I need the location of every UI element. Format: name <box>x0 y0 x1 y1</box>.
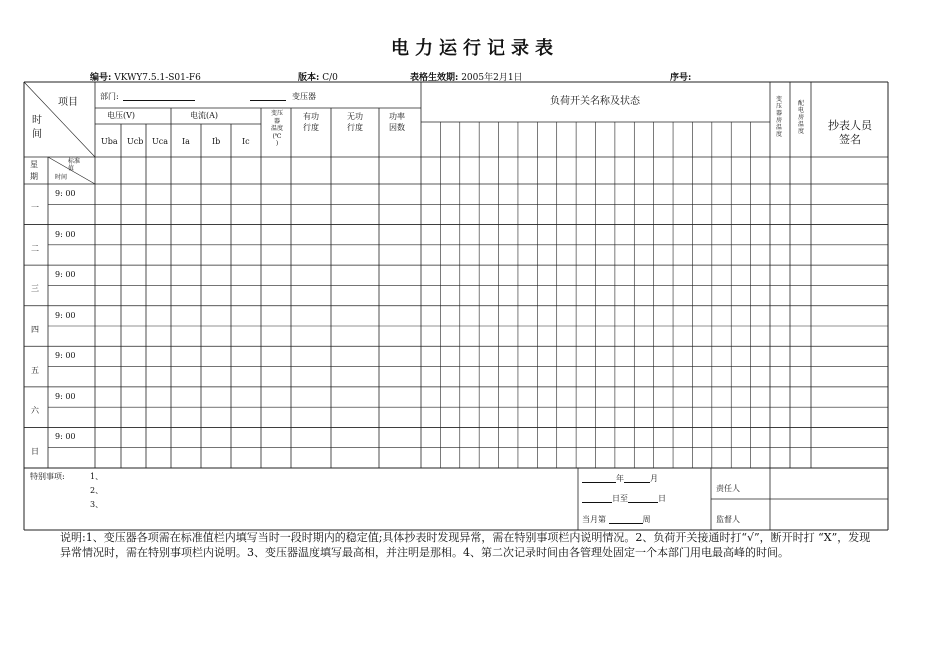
weekday-label: 星 期 <box>30 160 38 181</box>
form-instructions: 说明:1、变压器各项需在标准值栏内填写当时一段时期内的稳定值;具体抄表时发现异常，需在特别事项栏内说明情况。2、负荷开关接通时打“√”，断开时打 “X”，发现异常情况时，需在特别事项栏内说明。3、变压器温度填写最高相，并注明是那相。4、第二次记录时间由各管理处固定一个本部门用电最高峰的时间。 <box>60 531 871 559</box>
voltage-col-uba: Uba <box>101 137 118 146</box>
weekday-cell: 五 <box>31 365 39 375</box>
active-meter-header: 有功 行度 <box>303 112 319 132</box>
time-cell: 9: 00 <box>55 351 76 361</box>
transformer-field[interactable]: 变压器 <box>250 90 316 101</box>
special-item-2: 2、 <box>90 486 104 495</box>
time-label: 时 间 <box>32 115 42 140</box>
current-col-ic: Ic <box>242 137 250 146</box>
weekday-cell: 日 <box>31 446 39 456</box>
time-small-label: 时间 <box>55 174 68 181</box>
time-cell: 9: 00 <box>55 270 76 280</box>
item-label: 项目 <box>58 97 78 108</box>
current-col-ib: Ib <box>212 137 221 146</box>
responsible-label: 责任人 <box>716 484 740 493</box>
distribution-room-temp-header: 配 电 房 温 度 <box>797 100 804 135</box>
date-range-start[interactable]: 年 月 <box>582 472 658 483</box>
time-cell: 9: 00 <box>55 189 76 198</box>
signer-header: 抄表人员 签名 <box>828 119 872 146</box>
special-item-3: 3、 <box>90 500 104 509</box>
form-effective-date: 表格生效期: 2005年2月1日 <box>410 73 523 83</box>
dept-field[interactable]: 部门: <box>100 90 195 101</box>
week-of-month[interactable]: 当月第 周 <box>582 514 651 524</box>
form-serial: 序号: <box>670 73 692 83</box>
standard-value-label: 标准 值 <box>68 158 81 172</box>
power-factor-header: 功率 因数 <box>389 112 405 132</box>
form-title: 电力运行记录表 <box>391 38 559 59</box>
weekday-cell: 三 <box>31 284 39 294</box>
transformer-room-temp-header: 变 压 器 房 温 度 <box>775 96 782 138</box>
supervisor-label: 监督人 <box>716 515 740 524</box>
form-version: 版本: C/0 <box>298 73 338 83</box>
special-notes-label: 特别事项: <box>30 472 65 481</box>
weekday-cell: 一 <box>31 203 39 213</box>
voltage-col-uca: Uca <box>152 137 168 146</box>
current-header: 电流(A) <box>190 111 219 120</box>
voltage-header: 电压(V) <box>107 111 136 120</box>
time-cell: 9: 00 <box>55 229 76 239</box>
weekday-cell: 四 <box>31 325 39 334</box>
switch-status-header: 负荷开关名称及状态 <box>550 96 640 107</box>
date-range-end[interactable]: 日至 日 <box>582 492 666 503</box>
weekday-cell: 二 <box>31 243 39 253</box>
form-code: 编号: VKWY7.5.1-S01-F6 <box>90 73 201 83</box>
transformer-temp-header: 变压 器 温度 (℃ ) <box>270 110 283 147</box>
time-cell: 9: 00 <box>55 310 76 320</box>
current-col-ia: Ia <box>182 137 190 146</box>
reactive-meter-header: 无功 行度 <box>347 112 363 132</box>
time-cell: 9: 00 <box>55 432 76 442</box>
time-cell: 9: 00 <box>55 391 76 401</box>
special-item-1: 1、 <box>90 472 104 481</box>
weekday-cell: 六 <box>31 406 39 416</box>
voltage-col-ucb: Ucb <box>127 137 144 146</box>
